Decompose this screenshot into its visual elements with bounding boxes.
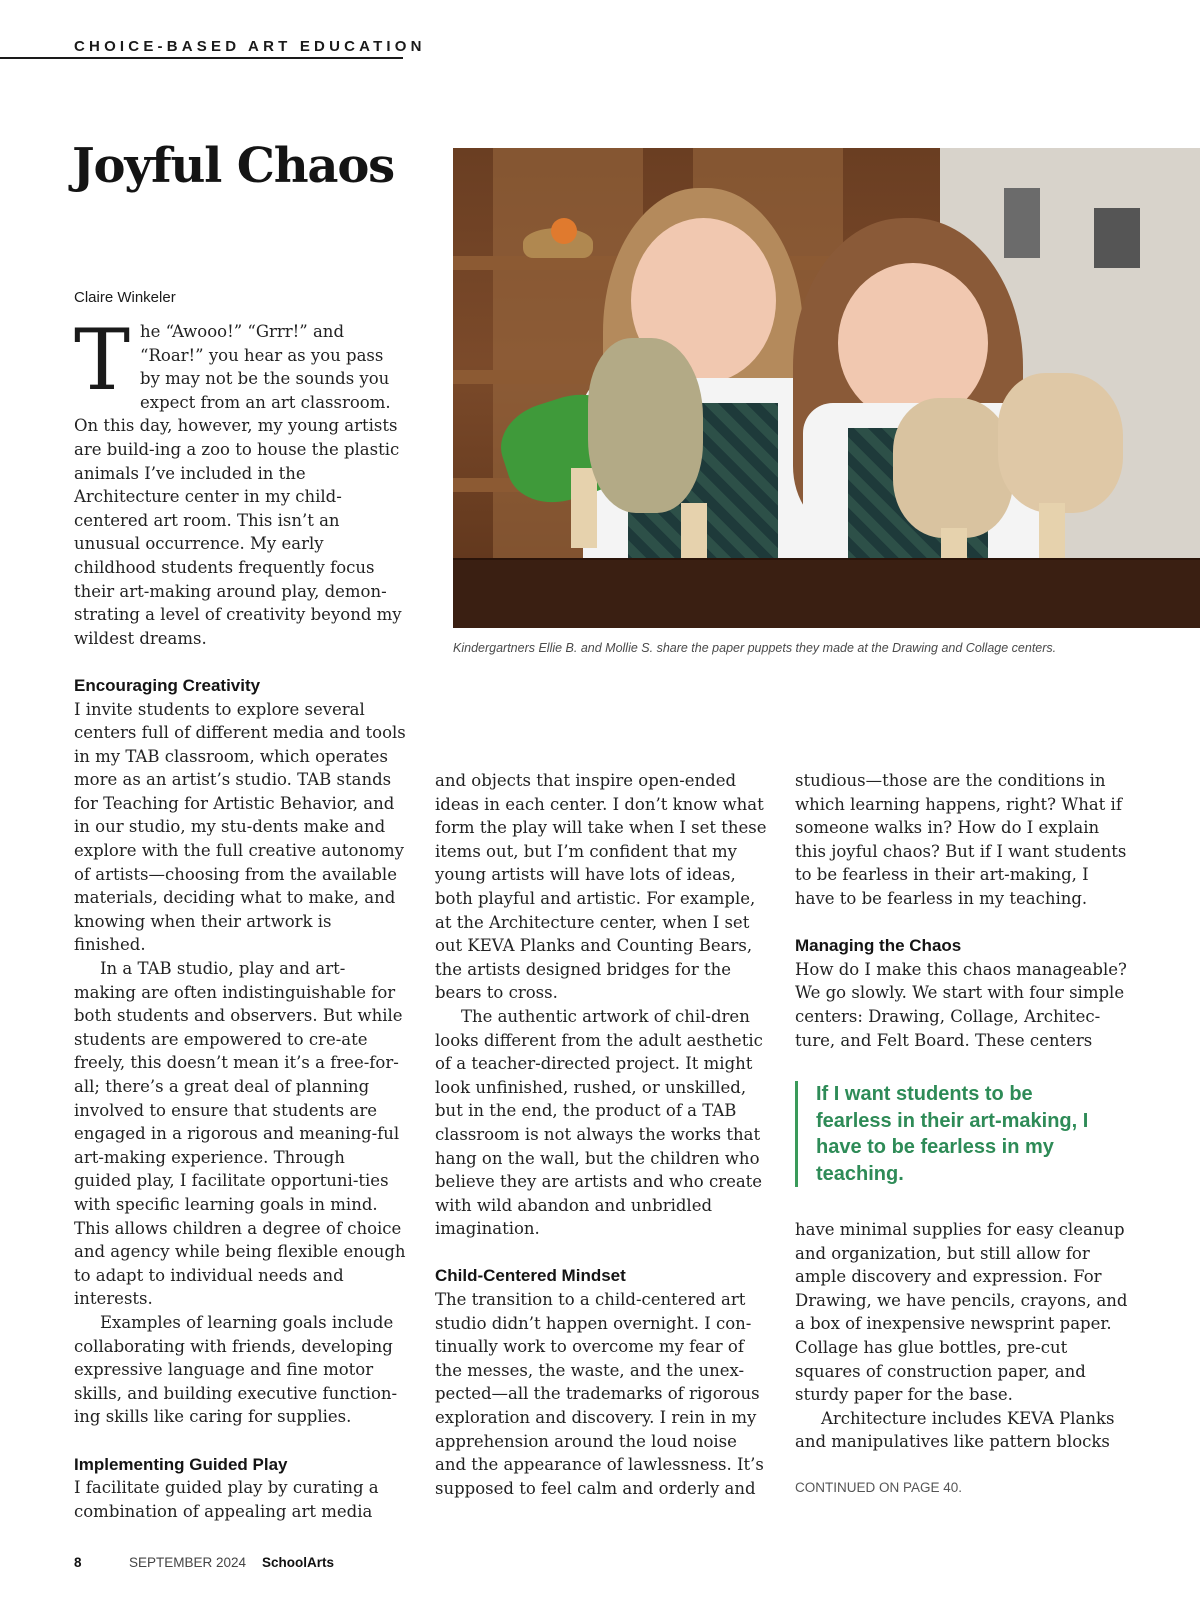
column-3-top — [795, 769, 1130, 1052]
heading-implementing-guided-play: Implementing Guided Play — [74, 1454, 288, 1474]
heading-encouraging-creativity: Encouraging Creativity — [74, 675, 261, 695]
issue-date: SEPTEMBER 2024 — [129, 1555, 247, 1570]
article-title: Joyful Chaos — [72, 138, 394, 194]
page-footer — [74, 1555, 335, 1570]
pull-quote: If I want students to be fearless in their art-making, I have to be fearless in my teaching. — [795, 1081, 1105, 1187]
photo-caption: Kindergartners Ellie B. and Mollie S. share the paper puppets they made at the Drawing and Collage centers. — [453, 641, 1057, 655]
magazine-name: SchoolArts — [262, 1555, 335, 1570]
section-rule — [0, 57, 403, 59]
column-3-bottom — [795, 1218, 1130, 1454]
drop-cap: T — [74, 311, 131, 409]
paragraph: Architecture includes KEVA Planks and manipulatives like pattern blocks — [795, 1408, 1115, 1452]
paragraph: How do I make this chaos manageable? We go slowly. We start with four simple centers: Drawing, Collage, Architec-ture, and Felt Board. These centers — [795, 959, 1127, 1050]
continued-note: CONTINUED ON PAGE 40. — [795, 1480, 963, 1495]
intro-text: he “Awooo!” “Grrr!” and “Roar!” you hear as you pass by may not be the sounds you expect from an art classroom. On this day, however, my young artists are build-ing a zoo to house the plastic animals I’ve included in the Architecture center in my child-centered art room. This isn’t an unusual occurrence. My early childhood students frequently focus their art-making around play, demon-strating a level of creativity beyond my wildest dreams. — [74, 322, 402, 648]
paragraph: I invite students to explore several centers full of different media and tools in my TAB classroom, which operates more as an artist’s studio. TAB stands for Teaching for Artistic Behavior, and in our studio, my stu-dents make and explore with the full creative autonomy of artists—choosing from the available materials, deciding what to make, and knowing when their artwork is finished. — [74, 699, 406, 955]
paragraph: The transition to a child-centered art studio didn’t happen overnight. I con-tinually work to overcome my fear of the messes, the waste, and the unex-pected—all the trademarks of rigorous exploration and discovery. I rein in my apprehension around the loud noise and the appearance of lawlessness. It’s supposed to feel calm and orderly and — [435, 1290, 764, 1498]
paragraph: studious—those are the conditions in which learning happens, right? What if someone walks in? How do I explain this joyful chaos? But if I want students to be fearless in their art-making, I have to be fearless in my teaching. — [795, 771, 1127, 908]
intro-paragraph — [74, 311, 407, 650]
paragraph: have minimal supplies for easy cleanup and organization, but still allow for ample discovery and expression. For Drawing, we have pencils, crayons, and a box of inexpensive newsprint paper. Collage has glue bottles, pre-cut squares of construction paper, and sturdy paper for the base. — [795, 1220, 1128, 1405]
paragraph: In a TAB studio, play and art-making are often indistinguishable for both students and observers. But while students are empowered to cre-ate freely, this doesn’t mean it’s a free-for-all; there’s a great deal of planning involved to ensure that students are engaged in a rigorous and meaning-ful art-making experience. Through guided play, I facilitate opportuni-ties with specific learning goals in mind. This allows children a degree of choice and agency while being flexible enough to adapt to individual needs and interests. — [74, 959, 406, 1309]
article-photo — [453, 148, 1200, 628]
paragraph: I facilitate guided play by curating a combination of appealing art media — [74, 1478, 379, 1521]
column-2 — [435, 769, 769, 1500]
paragraph: and objects that inspire open-ended ideas in each center. I don’t know what form the play will take when I set these items out, but I’m confident that my young artists will have lots of ideas, both playful and artistic. For example, at the Architecture center, when I set out KEVA Planks and Counting Bears, the artists designed bridges for the bears to cross. — [435, 771, 767, 1003]
column-1 — [74, 311, 407, 1523]
author-byline: Claire Winkeler — [74, 289, 176, 306]
section-label: CHOICE-BASED ART EDUCATION — [74, 38, 426, 55]
heading-child-centered-mindset: Child-Centered Mindset — [435, 1266, 626, 1286]
heading-managing-the-chaos: Managing the Chaos — [795, 936, 962, 956]
page-number: 8 — [74, 1555, 82, 1570]
paragraph: Examples of learning goals include collaborating with friends, developing expressive language and fine motor skills, and building executive function-ing skills like caring for supplies. — [74, 1312, 398, 1427]
paragraph: The authentic artwork of chil-dren looks different from the adult aesthetic of a teacher-directed project. It might look unfinished, rushed, or unskilled, but in the end, the product of a TAB classroom is not always the works that hang on the wall, but the children who believe they are artists and who create with wild abandon and unbridled imagination. — [435, 1006, 763, 1239]
